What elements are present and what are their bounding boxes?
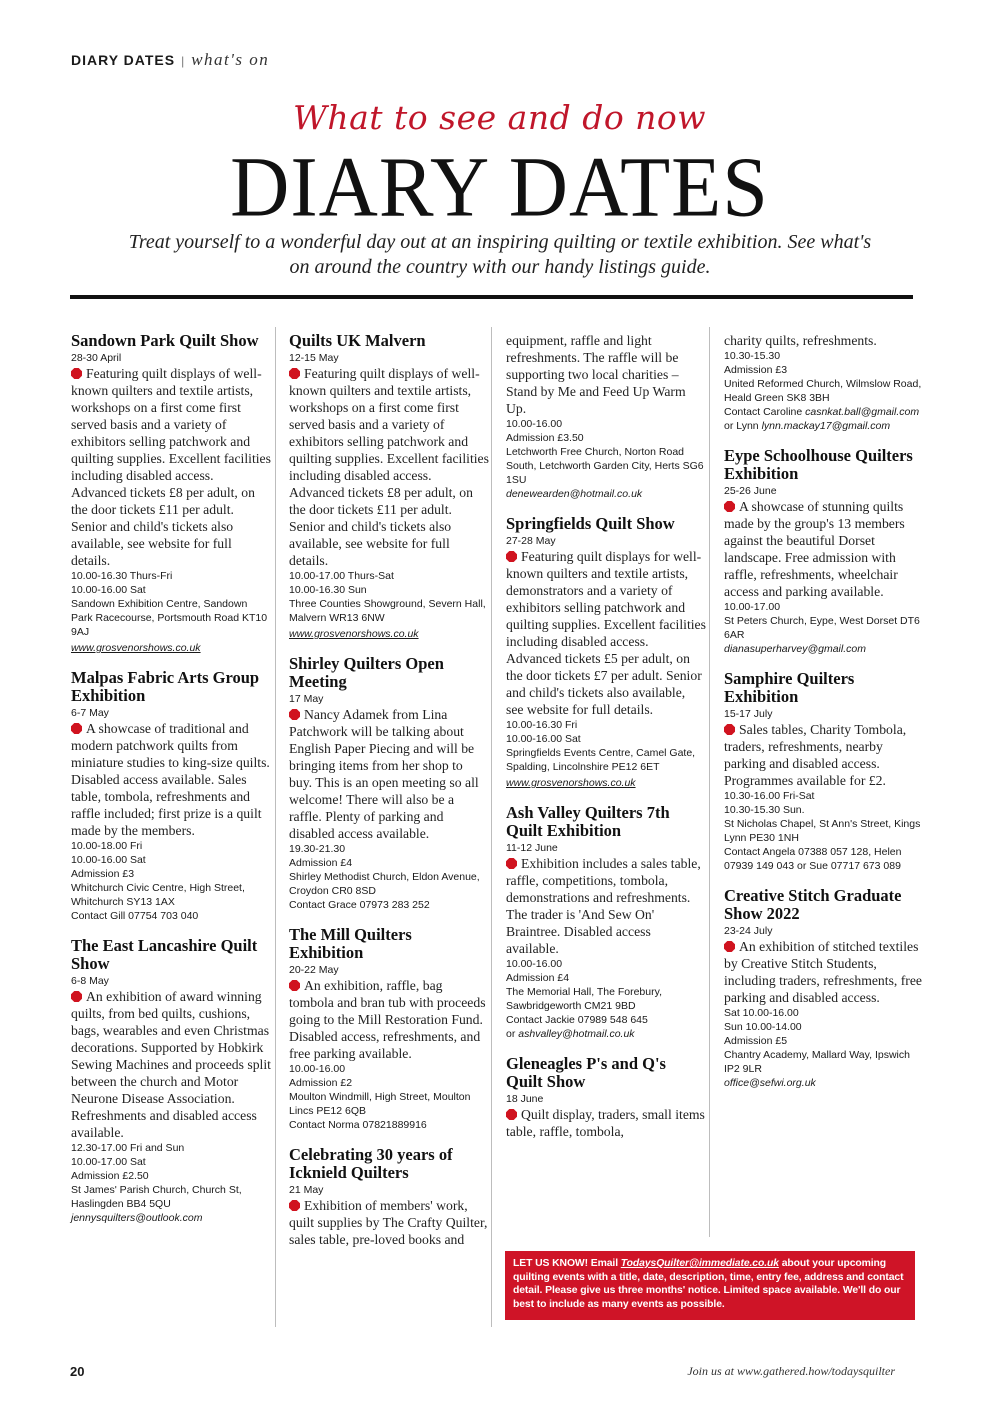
event-venue: Moulton Windmill, High Street, Moulton Lincs PE12 6QB (289, 1091, 471, 1117)
event-east-lancashire (71, 937, 271, 1225)
event-venue: Sandown Exhibition Centre, Sandown Park Racecourse, Portsmouth Road KT10 9AJ (71, 598, 268, 638)
event-website-link[interactable]: www.grosvenorshows.co.uk (71, 642, 201, 654)
column-4 (724, 332, 924, 1104)
page-title: DIARY DATES (230, 138, 769, 235)
event-malpas (71, 669, 271, 923)
event-title: Gleneagles P's and Q's Quilt Show (506, 1054, 666, 1091)
event-description: Featuring quilt displays for well-known quilters and textile artists, demonstrators and a variety of exhibitors selling patchwork and quilting supplies. Excellent facilities including disabled access. Advanced tickets £5 per adult, on the door tickets £7 per adult. Senior and child's tickets also available, see website for full details. (506, 549, 706, 717)
event-venue: Letchworth Free Church, Norton Road South, Letchworth Garden City, Herts SG6 1SU (506, 446, 704, 486)
event-title: Springfields Quilt Show (506, 514, 675, 533)
event-admission: Admission £3.50 (506, 432, 584, 444)
event-title: Celebrating 30 years of Icknield Quilters (289, 1145, 453, 1182)
event-contact: Contact Norma 07821889916 (289, 1119, 427, 1131)
event-admission: Admission £3 (724, 364, 788, 376)
running-head-subsection: what's on (191, 50, 270, 69)
event-title: Ash Valley Quilters 7th Quilt Exhibition (506, 803, 670, 840)
column-2 (289, 332, 489, 1262)
event-description: Exhibition includes a sales table, raffle, competitions, tombola, demonstrations and refreshments. The trader is 'And Sew On' Braintree. Disabled access available. (506, 856, 701, 956)
event-eype-schoolhouse (724, 447, 924, 656)
notice-email-link[interactable]: TodaysQuilter@immediate.co.uk (620, 1258, 779, 1269)
event-creative-stitch (724, 887, 924, 1090)
notice-body: about your upcoming quilting events with a title, date, description, time, entry fee, address and contact detail. Please give us three months' notice. Limited space available. We'll do our best to include as many events as possible. (513, 1258, 904, 1310)
event-date: 15-17 July (724, 708, 773, 720)
event-title: Eype Schoolhouse Quilters Exhibition (724, 446, 913, 483)
event-date: 20-22 May (289, 964, 339, 976)
event-venue: Three Counties Showground, Severn Hall, Malvern WR13 6NW (289, 598, 486, 624)
event-email-link[interactable]: jennysquilters@outlook.com (71, 1212, 203, 1224)
event-info: 10.00-16.30 Thurs-Fri (71, 570, 173, 582)
event-venue: St Peters Church, Eype, West Dorset DT6 6AR (724, 615, 920, 641)
event-venue: United Reformed Church, Wilmslow Road, Heald Green SK8 3BH (724, 378, 922, 404)
event-title: Sandown Park Quilt Show (71, 331, 259, 350)
event-date: 6-7 May (71, 707, 109, 719)
event-venue: St James' Parish Church, Church St, Haslingden BB4 5QU (71, 1184, 242, 1210)
event-admission: Admission £4 (506, 972, 570, 984)
event-date: 23-24 July (724, 925, 773, 937)
bullet-icon (506, 1109, 517, 1120)
event-contact: Contact Caroline casnkat.ball@gmail.com or Lynn lynn.mackay17@gmail.com (724, 406, 920, 432)
event-description: An exhibition, raffle, bag tombola and bran tub with proceeds going to the Mill Restoration Fund. Disabled access, refreshments, and free parking available. (289, 978, 486, 1061)
bullet-icon (71, 368, 82, 379)
event-date: 21 May (289, 1184, 324, 1196)
event-info: 19.30-21.30 (289, 843, 346, 855)
event-description: An exhibition of stitched textiles by Creative Stitch Students, including traders, refreshments, free parking and disabled access. (724, 939, 923, 1005)
event-info: 10.00-16.00 Sat (506, 733, 581, 745)
event-email-link[interactable]: lynn.mackay17@gmail.com (761, 420, 891, 432)
event-info: 10.00-18.00 Fri (71, 840, 143, 852)
event-info: 10.00-16.00 (289, 1063, 346, 1075)
bullet-icon (724, 501, 735, 512)
event-samphire-quilters (724, 670, 924, 873)
event-info: 10.00-17.00 (724, 601, 781, 613)
event-contact: Contact Grace 07973 283 252 (289, 899, 430, 911)
event-date: 17 May (289, 693, 324, 705)
standfirst: Treat yourself to a wonderful day out at an inspiring quilting or textile exhibition. See what's on around the country with our handy listings guide. (128, 231, 872, 278)
event-title: Samphire Quilters Exhibition (724, 669, 855, 706)
event-contact: Contact Gill 07754 703 040 (71, 910, 199, 922)
event-description: equipment, raffle and light refreshments. The raffle will be supporting two local charities – Stand by Me and Feed Up Warm Up. (506, 333, 686, 416)
bullet-icon (71, 991, 82, 1002)
event-gleneagles (506, 1055, 706, 1140)
event-venue: Whitchurch Civic Centre, High Street, Whitchurch SY13 1AX (71, 882, 245, 908)
event-title: Quilts UK Malvern (289, 331, 426, 350)
event-info: 10.00-16.00 Sat (71, 584, 146, 596)
event-description: A showcase of stunning quilts made by the group's 13 members against the beautiful Dorset landscape. Free admission with raffle, refreshments, wheelchair access and parking available. (724, 499, 905, 599)
event-springfields (506, 515, 706, 790)
event-date: 18 June (506, 1093, 544, 1105)
event-description: A showcase of traditional and modern patchwork quilts from miniature studies to king-size quilts. Disabled access available. Sales table, tombola, refreshments and raffle included; first prize is a quilt made by the members. (71, 721, 270, 838)
event-info: 10.30-15.30 Sun. (724, 804, 805, 816)
bullet-icon (724, 941, 735, 952)
event-info: 10.00-16.00 Sat (71, 854, 146, 866)
event-title: Malpas Fabric Arts Group Exhibition (71, 668, 260, 705)
bullet-icon (289, 368, 300, 379)
event-description: Exhibition of members' work, quilt supplies by The Crafty Quilter, sales table, pre-loved books and (289, 1198, 488, 1247)
notice-lead: LET US KNOW! Email (513, 1258, 621, 1269)
event-email-link[interactable]: casnkat.ball@gmail.com (805, 406, 920, 418)
event-email-link[interactable]: denewearden@hotmail.co.uk (506, 488, 643, 500)
column-divider (709, 327, 710, 1237)
event-info: 10.00-16.30 Sun (289, 584, 367, 596)
event-venue: The Memorial Hall, The Forebury, Sawbridgeworth CM21 9BD (506, 986, 662, 1012)
kicker: What to see and do now (292, 98, 707, 137)
event-website-link[interactable]: www.grosvenorshows.co.uk (289, 628, 419, 640)
bullet-icon (289, 709, 300, 720)
event-admission: Admission £4 (289, 857, 353, 869)
event-date: 6-8 May (71, 975, 109, 987)
event-info: Sat 10.00-16.00 (724, 1007, 799, 1019)
event-date: 11-12 June (506, 842, 558, 854)
event-description: Sales tables, Charity Tombola, traders, refreshments, nearby parking and disabled access. Programmes available for £2. (724, 722, 907, 788)
event-title: Creative Stitch Graduate Show 2022 (724, 886, 902, 923)
event-title: The Mill Quilters Exhibition (289, 925, 412, 962)
event-description: Featuring quilt displays of well-known quilters and textile artists, workshops on a first come first served basis and a variety of exhibitors selling patchwork and quilting supplies. Excellent facilities including disabled access. Advanced tickets £8 per adult, on the door tickets £11 per adult. Senior and child's tickets also available, see website for full details. (71, 366, 271, 568)
running-head-separator: | (181, 54, 186, 68)
event-ash-valley (506, 804, 706, 1041)
page-number: 20 (70, 1364, 85, 1379)
column-divider (491, 327, 492, 1327)
event-gleneagles-continued (724, 332, 924, 433)
event-venue: Springfields Events Centre, Camel Gate, Spalding, Lincolnshire PE12 6ET (506, 747, 696, 773)
event-email-link[interactable]: dianasuperharvey@gmail.com (724, 643, 866, 655)
event-contact: Contact Jackie 07989 548 645 (506, 1014, 648, 1026)
event-date: 28-30 April (71, 352, 122, 364)
event-icknield-continued (506, 332, 706, 501)
bullet-icon (289, 1200, 300, 1211)
event-date: 27-28 May (506, 535, 556, 547)
event-description: Featuring quilt displays of well-known quilters and textile artists, workshops on a first come first served basis and a variety of exhibitors selling patchwork and quilting supplies. Excellent facilities including disabled access. Advanced tickets £8 per adult, on the door tickets £11 per adult. Senior and child's tickets also available, see website for full details. (289, 366, 489, 568)
event-description: charity quilts, refreshments. (724, 333, 877, 348)
bullet-icon (289, 980, 300, 991)
event-mill-quilters (289, 926, 489, 1132)
running-head (71, 50, 269, 70)
event-info: 10.00-16.00 (506, 418, 563, 430)
bullet-icon (71, 723, 82, 734)
event-contact: Contact Angela 07388 057 128, Helen 07939 149 043 or Sue 07717 673 089 (724, 846, 902, 872)
event-email-link[interactable]: ashvalley@hotmail.co.uk (518, 1028, 635, 1040)
event-info: 10.00-16.00 (506, 958, 563, 970)
event-sandown-park (71, 332, 271, 655)
event-shirley-quilters (289, 655, 489, 912)
title-rule (70, 295, 913, 299)
event-info: 10.00-17.00 Thurs-Sat (289, 570, 394, 582)
event-info: 10.30-16.00 Fri-Sat (724, 790, 815, 802)
event-title: The East Lancashire Quilt Show (71, 936, 258, 973)
event-date: 25-26 June (724, 485, 777, 497)
event-venue: St Nicholas Chapel, St Ann's Street, Kings Lynn PE30 1NH (724, 818, 921, 844)
event-description: Quilt display, traders, small items table, raffle, tombola, (506, 1107, 705, 1139)
event-info: 12.30-17.00 Fri and Sun (71, 1142, 185, 1154)
event-quilts-uk-malvern (289, 332, 489, 641)
let-us-know-notice (505, 1251, 915, 1320)
event-admission: Admission £2 (289, 1077, 353, 1089)
footer-url: Join us at www.gathered.how/todaysquilter (687, 1364, 895, 1378)
event-info: 10.30-15.30 (724, 350, 781, 362)
event-venue: Chantry Academy, Mallard Way, Ipswich IP2 9LR (724, 1049, 910, 1075)
event-description: Nancy Adamek from Lina Patchwork will be talking about English Paper Piecing and will be bringing items from her shop to buy. This is an open meeting so all welcome! There will also be a raffle. Plenty of parking and disabled access available. (289, 707, 479, 841)
event-info: Sun 10.00-14.00 (724, 1021, 802, 1033)
event-title: Shirley Quilters Open Meeting (289, 654, 444, 691)
event-email-link[interactable]: office@sefwi.org.uk (724, 1077, 816, 1089)
event-description: An exhibition of award winning quilts, from bed quilts, cushions, bags, wearables and even Christmas decorations. Supported by Hobkirk Sewing Machines and proceeds split between the church and Motor Neurone Disease Association. Refreshments and disabled access available. (71, 989, 271, 1140)
event-admission: Admission £3 (71, 868, 135, 880)
event-admission: Admission £2.50 (71, 1170, 149, 1182)
running-head-section: DIARY DATES (71, 52, 176, 68)
event-info: 10.00-17.00 Sat (71, 1156, 146, 1168)
event-date: 12-15 May (289, 352, 339, 364)
event-icknield-quilters (289, 1146, 489, 1248)
column-3 (506, 332, 706, 1154)
event-admission: Admission £5 (724, 1035, 788, 1047)
bullet-icon (506, 551, 517, 562)
event-info: 10.00-16.30 Fri (506, 719, 578, 731)
column-1 (71, 332, 271, 1239)
bullet-icon (506, 858, 517, 869)
bullet-icon (724, 724, 735, 735)
event-website-link[interactable]: www.grosvenorshows.co.uk (506, 777, 636, 789)
column-divider (275, 327, 276, 1327)
event-venue: Shirley Methodist Church, Eldon Avenue, Croydon CR0 8SD (289, 871, 480, 897)
event-contact-email: or ashvalley@hotmail.co.uk (506, 1028, 635, 1040)
